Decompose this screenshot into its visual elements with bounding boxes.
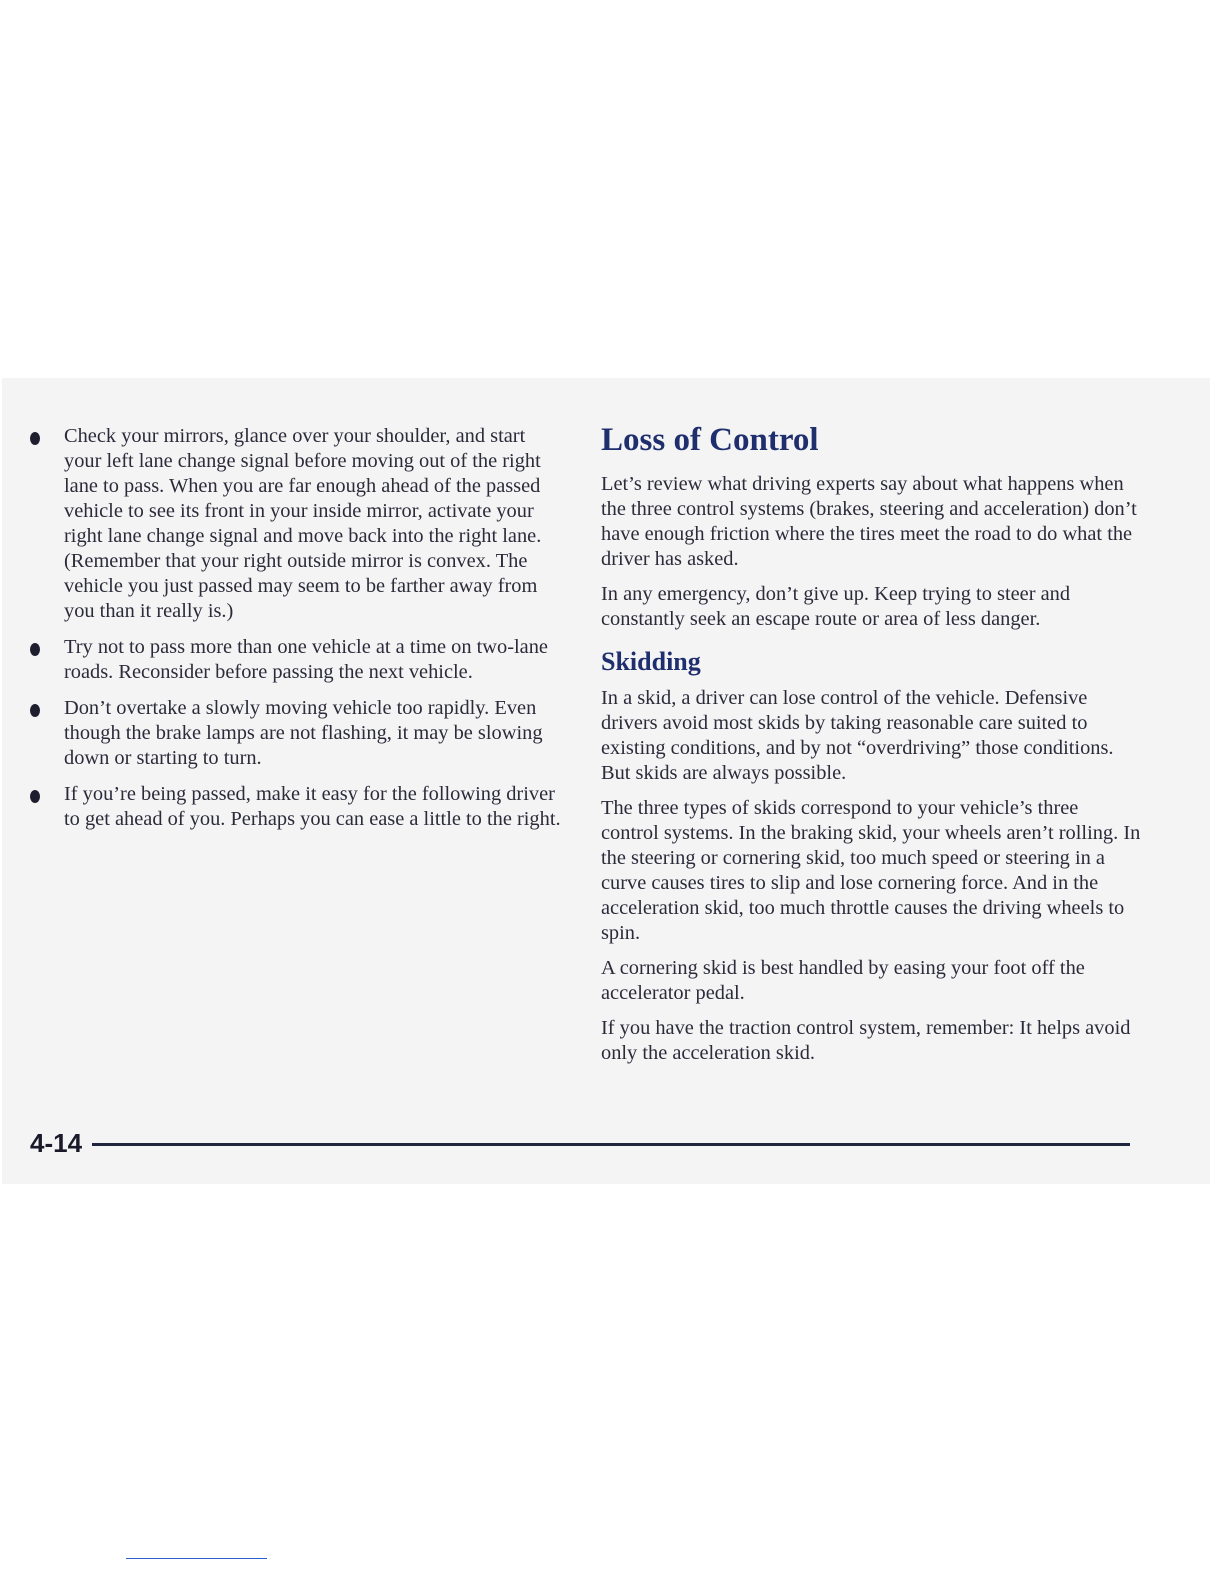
paragraph: In any emergency, don’t give up. Keep trying to steer and constantly seek an escape route or area of less danger. [601,583,1071,630]
footer-divider [92,1143,1130,1146]
bullet-item [28,635,564,685]
paragraph: Let’s review what driving experts say about what happens when the three control systems (brakes, steering and acceleration) don’t have enough friction where the tires meet the road to do what the driver has asked. [601,473,1137,570]
bullet-text: Try not to pass more than one vehicle at a time on two-lane roads. Reconsider before passing the next vehicle. [64,636,548,683]
bullet-item [28,696,564,771]
left-column [28,424,564,843]
paragraph: A cornering skid is best handled by easing your foot off the accelerator pedal. [601,957,1085,1004]
paragraph: The three types of skids correspond to your vehicle’s three control systems. In the braking skid, your wheels aren’t rolling. In the steering or cornering skid, too much speed or steering in a curve causes tires to slip and lose cornering force. And in the acceleration skid, too much throttle causes the driving wheels to spin. [601,797,1141,944]
bullet-item [28,424,564,624]
paragraph: In a skid, a driver can lose control of the vehicle. Defensive drivers avoid most skids by taking reasonable care suited to existing conditions, and by not “overdriving” those conditions. But skids are always possible. [601,687,1114,784]
bullet-icon [30,704,40,717]
bullet-text: Check your mirrors, glance over your shoulder, and start your left lane change signal before moving out of the right lane to pass. When you are far enough ahead of the passed vehicle to see its front in your inside mirror, activate your right lane change signal and move back into the right lane. (Remember that your right outside mirror is convex. The vehicle you just passed may seem to be farther away from you than it really is.) [64,425,542,622]
paragraph: If you have the traction control system, remember: It helps avoid only the acceleration skid. [601,1017,1131,1064]
page-footer [30,1124,1130,1164]
bullet-text: If you’re being passed, make it easy for the following driver to get ahead of you. Perhaps you can ease a little to the right. [64,783,561,830]
bullet-icon [30,643,40,656]
bullet-text: Don’t overtake a slowly moving vehicle too rapidly. Even though the brake lamps are not flashing, it may be slowing down or starting to turn. [64,697,543,769]
subsection-heading: Skidding [601,647,701,676]
page-number: 4-14 [30,1128,83,1158]
bullet-item [28,782,564,832]
section-heading: Loss of Control [601,422,819,458]
bullet-icon [30,432,40,445]
bullet-icon [30,790,40,803]
link-underline[interactable] [126,1558,267,1559]
right-column [601,420,1141,1076]
